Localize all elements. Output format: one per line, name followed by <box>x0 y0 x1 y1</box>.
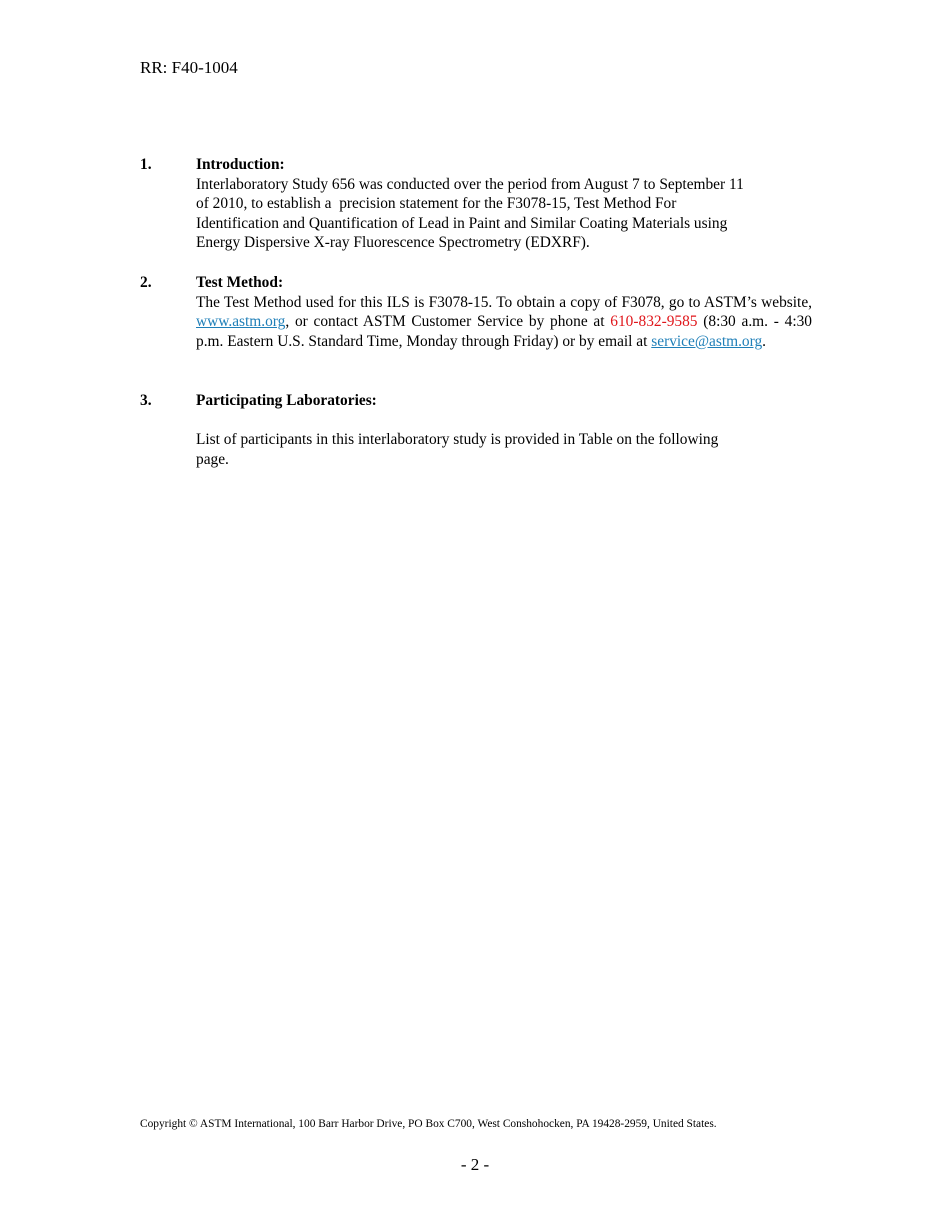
test-method-text: , or contact ASTM Customer Service by phone at <box>285 313 611 331</box>
participants-line: List of participants in this interlaboratory study is provided in Table on the following <box>196 431 719 449</box>
section-title: Introduction: <box>196 156 285 173</box>
section-number: 2. <box>140 274 152 291</box>
intro-line: Interlaboratory Study 656 was conducted over the period from August 7 to September 11 <box>196 175 744 193</box>
section-test-method <box>140 273 812 351</box>
test-method-text: (8:30 a.m. - 4:30 p.m. Eastern U.S. Standard Time, Monday through Friday) or by email at <box>196 313 812 350</box>
section-introduction <box>140 155 812 253</box>
report-id-header: RR: F40-1004 <box>140 58 238 77</box>
intro-line: Energy Dispersive X-ray Fluorescence Spectrometry (EDXRF). <box>196 234 590 252</box>
section-body <box>196 155 812 253</box>
section-number: 1. <box>140 156 152 173</box>
section-body <box>196 391 812 469</box>
section-title: Participating Laboratories: <box>196 392 377 409</box>
intro-line: of 2010, to establish a precision statement for the F3078-15, Test Method For <box>196 195 677 213</box>
section-number: 3. <box>140 392 152 409</box>
test-method-text: The Test Method used for this ILS is F3078-15. To obtain a copy of F3078, go to ASTM’s website, <box>196 293 812 311</box>
section-title: Test Method: <box>196 274 284 291</box>
section-body <box>196 273 812 351</box>
test-method-paragraph <box>196 293 812 352</box>
section-participating-laboratories <box>140 391 812 469</box>
service-email-link[interactable]: service@astm.org <box>651 332 763 350</box>
astm-website-link[interactable]: www.astm.org <box>196 313 286 331</box>
copyright-footer: Copyright © ASTM International, 100 Barr Harbor Drive, PO Box C700, West Conshohocken, PA 19428-2959, United States. <box>140 1118 717 1130</box>
participants-line: page. <box>196 450 229 468</box>
intro-line: Identification and Quantification of Lead in Paint and Similar Coating Materials using <box>196 214 728 232</box>
test-method-text: . <box>762 332 767 350</box>
page-number: - 2 - <box>460 1155 490 1174</box>
phone-number: 610-832-9585 <box>610 313 698 331</box>
